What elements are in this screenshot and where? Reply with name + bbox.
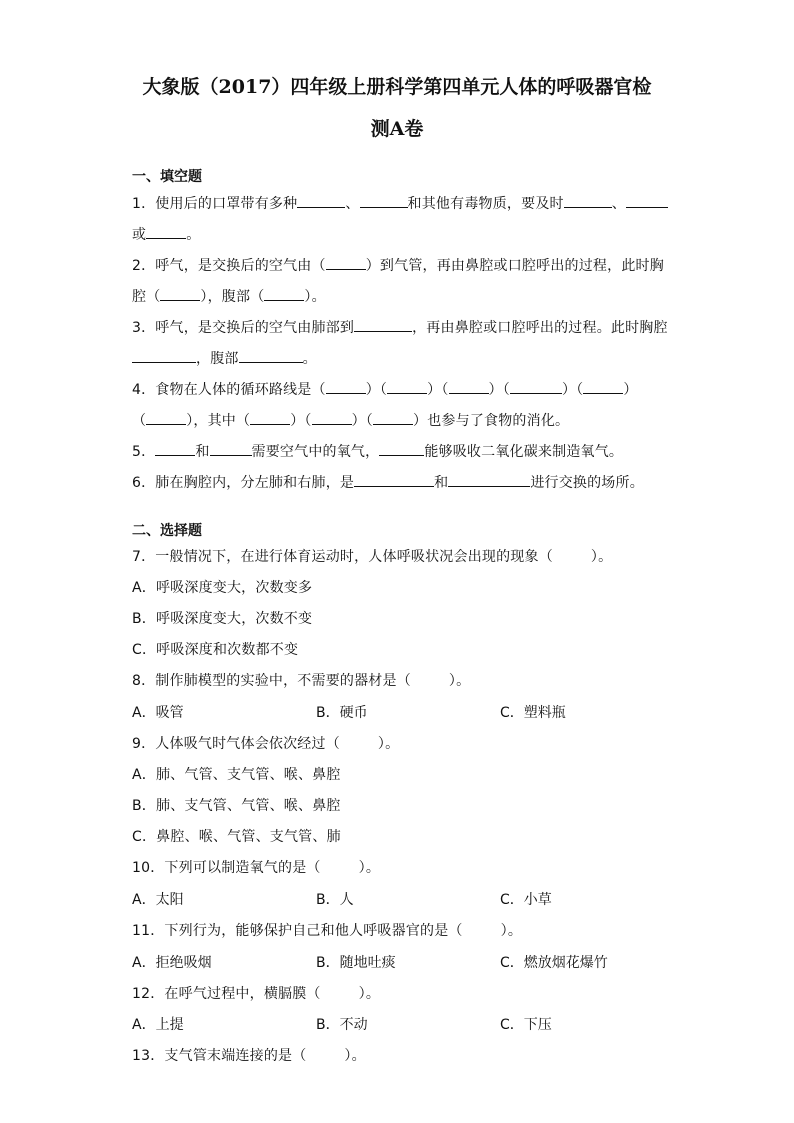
blank[interactable] xyxy=(326,381,366,394)
question-10-option-b[interactable]: B．人 xyxy=(316,892,354,908)
page-title-line2: 测A卷 xyxy=(370,118,424,140)
blank[interactable] xyxy=(297,195,345,208)
section-heading-multiple-choice: 二、选择题 xyxy=(132,523,202,539)
blank[interactable] xyxy=(264,288,304,301)
question-9-option-a[interactable]: A．肺、气管、支气管、喉、鼻腔 xyxy=(132,767,341,783)
question-11-option-b[interactable]: B．随地吐痰 xyxy=(316,955,396,971)
question-9-option-c[interactable]: C．鼻腔、喉、气管、支气管、肺 xyxy=(132,829,341,845)
blank[interactable] xyxy=(354,319,412,332)
blank[interactable] xyxy=(132,350,196,363)
question-12-option-a[interactable]: A．上提 xyxy=(132,1017,184,1033)
blank[interactable] xyxy=(210,443,252,456)
blank[interactable] xyxy=(239,350,303,363)
question-3-cont: ，腹部 。 xyxy=(132,348,317,368)
question-11-option-c[interactable]: C．燃放烟花爆竹 xyxy=(500,955,608,971)
question-8-option-b[interactable]: B．硬币 xyxy=(316,705,368,721)
blank[interactable] xyxy=(360,195,408,208)
question-8: 8．制作肺模型的实验中，不需要的器材是（ ）。 xyxy=(132,673,471,689)
question-4-cont: （ ），其中（ ）（ ）（ ）也参与了食物的消化。 xyxy=(132,413,570,429)
question-7-option-c[interactable]: C．呼吸深度和次数都不变 xyxy=(132,642,299,658)
blank[interactable] xyxy=(326,257,366,270)
question-1: 1．使用后的口罩带有多种 、 和其他有毒物质，要及时 、 xyxy=(132,193,668,213)
blank[interactable] xyxy=(146,226,186,239)
question-11: 11．下列行为，能够保护自己和他人呼吸器官的是（ ）。 xyxy=(132,923,523,939)
question-3: 3．呼气，是交换后的空气由肺部到 ，再由鼻腔或口腔呼出的过程。此时胸腔 xyxy=(132,320,668,336)
blank[interactable] xyxy=(564,195,612,208)
question-13: 13．支气管末端连接的是（ ）。 xyxy=(132,1048,366,1064)
blank[interactable] xyxy=(448,474,530,487)
question-6: 6．肺在胸腔内，分左肺和右肺，是 和 进行交换的场所。 xyxy=(132,475,644,491)
question-9: 9．人体吸气时气体会依次经过（ ）。 xyxy=(132,736,400,752)
blank[interactable] xyxy=(160,288,200,301)
blank[interactable] xyxy=(583,381,623,394)
blank[interactable] xyxy=(387,381,427,394)
question-7-option-a[interactable]: A．呼吸深度变大，次数变多 xyxy=(132,580,313,596)
blank[interactable] xyxy=(250,412,290,425)
blank[interactable] xyxy=(626,195,668,208)
question-10: 10．下列可以制造氧气的是（ ）。 xyxy=(132,860,381,876)
question-7-option-b[interactable]: B．呼吸深度变大，次数不变 xyxy=(132,611,313,627)
question-10-option-c[interactable]: C．小草 xyxy=(500,892,552,908)
question-8-option-c[interactable]: C．塑料瓶 xyxy=(500,705,566,721)
section-heading-fill-blank: 一、填空题 xyxy=(132,169,202,185)
blank[interactable] xyxy=(373,412,413,425)
blank[interactable] xyxy=(354,474,434,487)
blank[interactable] xyxy=(312,412,352,425)
question-2-cont: 腔（ ），腹部（ ）。 xyxy=(132,289,326,305)
question-1-cont: 或 。 xyxy=(132,227,201,243)
question-8-option-a[interactable]: A．吸管 xyxy=(132,705,184,721)
question-10-option-a[interactable]: A．太阳 xyxy=(132,892,184,908)
page-title-line1: 大象版（2017）四年级上册科学第四单元人体的呼吸器官检 xyxy=(142,76,652,98)
blank[interactable] xyxy=(146,412,186,425)
blank[interactable] xyxy=(379,443,424,456)
blank[interactable] xyxy=(449,381,489,394)
question-12: 12．在呼气过程中，横膈膜（ ）。 xyxy=(132,986,381,1002)
question-9-option-b[interactable]: B．肺、支气管、气管、喉、鼻腔 xyxy=(132,798,341,814)
question-11-option-a[interactable]: A．拒绝吸烟 xyxy=(132,955,212,971)
question-2: 2．呼气，是交换后的空气由（ ）到气管，再由鼻腔或口腔呼出的过程，此时胸 xyxy=(132,258,664,274)
question-12-option-c[interactable]: C．下压 xyxy=(500,1017,552,1033)
question-7: 7．一般情况下，在进行体育运动时，人体呼吸状况会出现的现象（ ）。 xyxy=(132,549,613,565)
blank[interactable] xyxy=(155,443,195,456)
question-12-option-b[interactable]: B．不动 xyxy=(316,1017,368,1033)
question-4: 4．食物在人体的循环路线是（ ）（ ）（ ）（ ）（ ） xyxy=(132,382,638,398)
blank[interactable] xyxy=(510,381,562,394)
question-5: 5． 和 需要空气中的氧气， 能够吸收二氧化碳来制造氧气。 xyxy=(132,444,624,460)
